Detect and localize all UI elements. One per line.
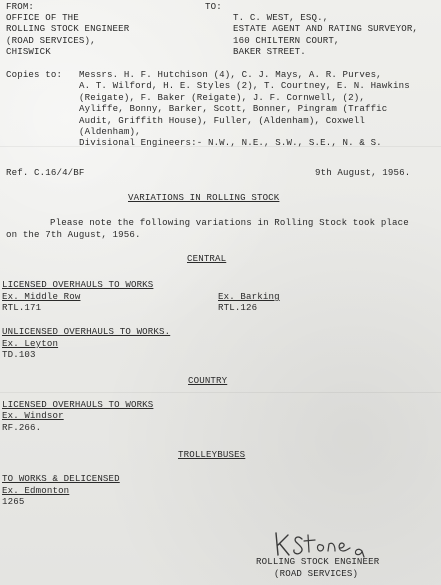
from-line: CHISWICK xyxy=(6,46,51,57)
country-section-title: COUNTRY xyxy=(188,375,228,386)
central-left-depot: Ex. Middle Row xyxy=(2,291,81,302)
central-right-depot: Ex. Barking xyxy=(218,291,280,302)
copies-label: Copies to: xyxy=(6,69,63,80)
to-line: ESTATE AGENT AND RATING SURVEYOR, xyxy=(233,23,419,34)
from-line: ROLLING STOCK ENGINEER xyxy=(6,23,130,34)
intro-line: Please note the following variations in Rolling Stock took place xyxy=(50,217,409,228)
copies-line: Ayliffe, Bonny, Barker, Scott, Bonner, Pingram (Traffic xyxy=(79,103,388,114)
copies-line: A. T. Wilford, H. E. Styles (2), T. Courtney, E. N. Hawkins xyxy=(79,80,410,91)
central-unlicensed-vehicle: TD.103 xyxy=(2,349,36,360)
trolleybuses-vehicle: 1265 xyxy=(2,496,25,507)
signatory-department: (ROAD SERVICES) xyxy=(274,568,359,579)
copies-line: Messrs. H. F. Hutchison (4), C. J. Mays, A. R. Purves, xyxy=(79,69,382,80)
from-line: (ROAD SERVICES), xyxy=(6,35,96,46)
reference-number: Ref. C.16/4/BF xyxy=(6,167,85,178)
from-label: FROM: xyxy=(6,1,35,12)
handwritten-signature xyxy=(272,529,382,559)
to-line: 160 CHILTERN COURT, xyxy=(233,35,340,46)
copies-line: Audit, Griffith House), Fuller, (Aldenham), Coxwell xyxy=(79,115,365,126)
central-section-title: CENTRAL xyxy=(187,253,227,264)
paper-crease xyxy=(0,392,441,393)
central-left-vehicle: RTL.171 xyxy=(2,302,42,313)
central-right-vehicle: RTL.126 xyxy=(218,302,258,313)
to-line: T. C. WEST, ESQ., xyxy=(233,12,329,23)
trolleybuses-depot: Ex. Edmonton xyxy=(2,485,70,496)
memo-date: 9th August, 1956. xyxy=(315,167,411,178)
central-unlicensed-heading: UNLICENSED OVERHAULS TO WORKS. xyxy=(2,326,171,337)
signatory-title: ROLLING STOCK ENGINEER xyxy=(256,556,380,567)
to-label: TO: xyxy=(205,1,222,12)
intro-line: on the 7th August, 1956. xyxy=(6,229,141,240)
to-line: BAKER STREET. xyxy=(233,46,306,57)
copies-line: Divisional Engineers:- N.W., N.E., S.W., S.E., N. & S. xyxy=(79,137,382,148)
from-line: OFFICE OF THE xyxy=(6,12,79,23)
memo-heading: VARIATIONS IN ROLLING STOCK xyxy=(128,192,280,203)
country-depot: Ex. Windsor xyxy=(2,410,64,421)
central-licensed-heading: LICENSED OVERHAULS TO WORKS xyxy=(2,279,154,290)
copies-line: (Aldenham), xyxy=(79,126,141,137)
copies-line: (Reigate), F. Baker (Reigate), J. F. Cornwell, (2), xyxy=(79,92,365,103)
country-vehicle: RF.266. xyxy=(2,422,42,433)
central-unlicensed-depot: Ex. Leyton xyxy=(2,338,59,349)
trolleybuses-heading: TO WORKS & DELICENSED xyxy=(2,473,120,484)
trolleybuses-section-title: TROLLEYBUSES xyxy=(178,449,246,460)
country-licensed-heading: LICENSED OVERHAULS TO WORKS xyxy=(2,399,154,410)
